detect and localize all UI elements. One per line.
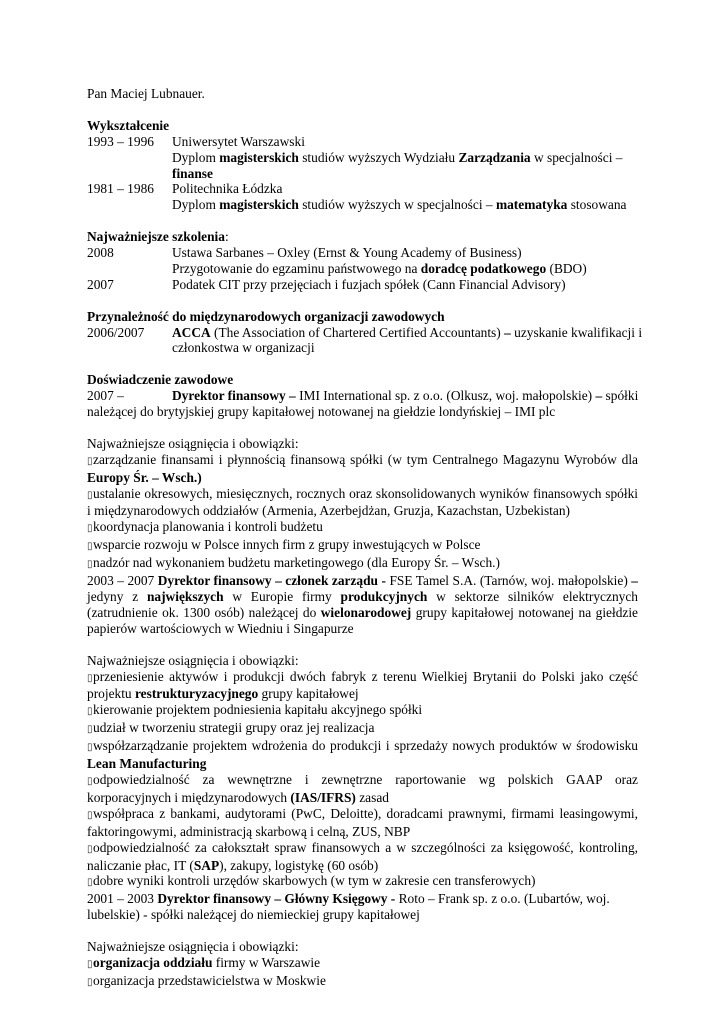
job-description: lubelskie) - spółki należącej do niemieckiej grupy kapitałowej: [87, 907, 420, 923]
bullet-box-icon: ▯: [87, 455, 93, 467]
achievements-heading: Najważniejsze osiągnięcia i obowiązki:: [87, 435, 299, 451]
list-item: ▯organizacja przedstawicielstwa w Moskwie: [87, 973, 638, 991]
bullet-box-icon: ▯: [87, 976, 93, 988]
job-date: 2007 –: [87, 388, 124, 404]
list-item: ▯przeniesienie aktywów i produkcji dwóch fabryk z terenu Wielkiej Brytanii do Polski jako część projektu restrukturyzacyjnego grupy kapitałowej: [87, 668, 638, 702]
bullet-box-icon: ▯: [87, 559, 93, 571]
bullet-box-icon: ▯: [87, 843, 93, 855]
experience-heading: Doświadczenie zawodowe: [87, 372, 234, 388]
job-entry-paragraph: 2003 – 2007 Dyrektor finansowy – członek zarządu - FSE Tamel S.A. (Tarnów, woj. małopolskie) – jedyny z największych w Europie firmy produkcyjnych w sektorze silników elektrycznych (zatrudnienie ok. 1300 osób) należącej do wielonarodowej grupy kapitałowej notowanej na giełdzie papierów wartościowych w Wiedniu i Singapurze: [87, 573, 639, 636]
list-item: ▯kierowanie projektem podniesienia kapitału akcyjnego spółki: [87, 702, 638, 720]
cv-document: [87, 86, 643, 991]
list-item: ▯koordynacja planowania i kontroli budżetu: [87, 519, 638, 537]
training-heading: Najważniejsze szkolenia:: [87, 229, 229, 245]
list-item: ▯współpraca z bankami, audytorami (PwC, Deloitte), doradcami prawnymi, firmami leasingowymi, faktoringowymi, administracją skarbową i celną, ZUS, NBP: [87, 805, 638, 839]
education-school: Politechnika Łódzka: [172, 181, 283, 197]
bullet-box-icon: ▯: [87, 958, 93, 970]
achievements-heading: Najważniejsze osiągnięcia i obowiązki:: [87, 939, 299, 955]
list-item: ▯nadzór nad wykonaniem budżetu marketingowego (dla Europy Śr. – Wsch.): [87, 555, 638, 573]
education-degree: Dyplom magisterskich studiów wyższych Wydziału Zarządzania w specjalności –: [172, 149, 623, 165]
job-entry-header: 2001 – 2003 Dyrektor finansowy – Główny Księgowy - Roto – Frank sp. z o.o. (Lubartów, woj.: [87, 891, 610, 907]
list-item: ▯odpowiedzialność za całokształt spraw finansowych a w szczególności za księgowość, kontroling, naliczanie płac, IT (SAP), zakupy, logistykę (60 osób): [87, 839, 638, 873]
education-date: 1981 – 1986: [87, 181, 154, 197]
job-description: należącej do brytyjskiej grupy kapitałowej notowanej na giełdzie londyńskiej – IMI plc: [87, 404, 556, 420]
list-item: ▯organizacja oddziału firmy w Warszawie: [87, 955, 638, 973]
education-degree: Dyplom magisterskich studiów wyższych w specjalności – matematyka stosowana: [172, 197, 627, 213]
membership-heading: Przynależność do międzynarodowych organizacji zawodowych: [87, 308, 445, 324]
bullet-box-icon: ▯: [87, 706, 93, 718]
education-entry: [87, 181, 638, 197]
membership-date: 2006/2007: [87, 324, 145, 340]
list-item: ▯zarządzanie finansami i płynnością finansową spółki (w tym Centralnego Magazynu Wyrobów dla Europy Śr. – Wsch.): [87, 451, 638, 485]
training-text: Przygotowanie do egzaminu państwowego na doradcę podatkowego (BDO): [172, 260, 587, 276]
bullet-box-icon: ▯: [87, 724, 93, 736]
candidate-name: Pan Maciej Lubnauer.: [87, 86, 205, 101]
bullet-box-icon: ▯: [87, 809, 93, 821]
education-entry: [87, 134, 638, 150]
training-entry: [87, 277, 638, 293]
membership-text: członkostwa w organizacji: [172, 340, 315, 356]
bullet-box-icon: ▯: [87, 742, 93, 754]
list-item: ▯wsparcie rozwoju w Polsce innych firm z grupy inwestujących w Polsce: [87, 537, 638, 555]
bullet-box-icon: ▯: [87, 489, 93, 501]
education-heading: Wykształcenie: [87, 117, 170, 133]
bullet-box-icon: ▯: [87, 672, 93, 684]
job-entry-header: [87, 388, 638, 404]
list-item: ▯dobre wyniki kontroli urzędów skarbowych (w tym w zakresie cen transferowych): [87, 873, 638, 891]
training-text: Podatek CIT przy przejęciach i fuzjach spółek (Cann Financial Advisory): [172, 276, 566, 292]
bullet-box-icon: ▯: [87, 541, 93, 553]
bullet-box-icon: ▯: [87, 775, 93, 787]
education-school: Uniwersytet Warszawski: [172, 133, 305, 149]
training-text: Ustawa Sarbanes – Oxley (Ernst & Young Academy of Business): [172, 245, 522, 261]
education-date: 1993 – 1996: [87, 133, 154, 149]
bullet-box-icon: ▯: [87, 523, 93, 535]
membership-entry: [87, 324, 643, 341]
training-date: 2008: [87, 245, 114, 261]
list-item: ▯odpowiedzialność za wewnętrzne i zewnętrzne raportowanie wg polskich GAAP oraz korporacyjnych i międzynarodowych (IAS/IFRS) zasad: [87, 771, 638, 805]
list-item: ▯współzarządzanie projektem wdrożenia do produkcji i sprzedaży nowych produktów w środowisku Lean Manufacturing: [87, 738, 638, 772]
list-item: ▯udział w tworzeniu strategii grupy oraz jej realizacja: [87, 720, 638, 738]
job-title: Dyrektor finansowy – IMI International sp. z o.o. (Olkusz, woj. małopolskie) – spółki: [172, 388, 639, 404]
bullet-box-icon: ▯: [87, 877, 93, 889]
training-entry: [87, 245, 638, 261]
training-date: 2007: [87, 276, 114, 292]
achievements-heading: Najważniejsze osiągnięcia i obowiązki:: [87, 652, 299, 668]
membership-text: ACCA (The Association of Chartered Certified Accountants) – uzyskanie kwalifikacji i: [172, 324, 643, 340]
education-specialization: finanse: [172, 165, 213, 181]
list-item: ▯ustalanie okresowych, miesięcznych, rocznych oraz skonsolidowanych wyników finansowych spółki i międzynarodowych oddziałów (Armenia, Azerbejdżan, Gruzja, Kazachstan, Uzbekistan): [87, 485, 638, 519]
